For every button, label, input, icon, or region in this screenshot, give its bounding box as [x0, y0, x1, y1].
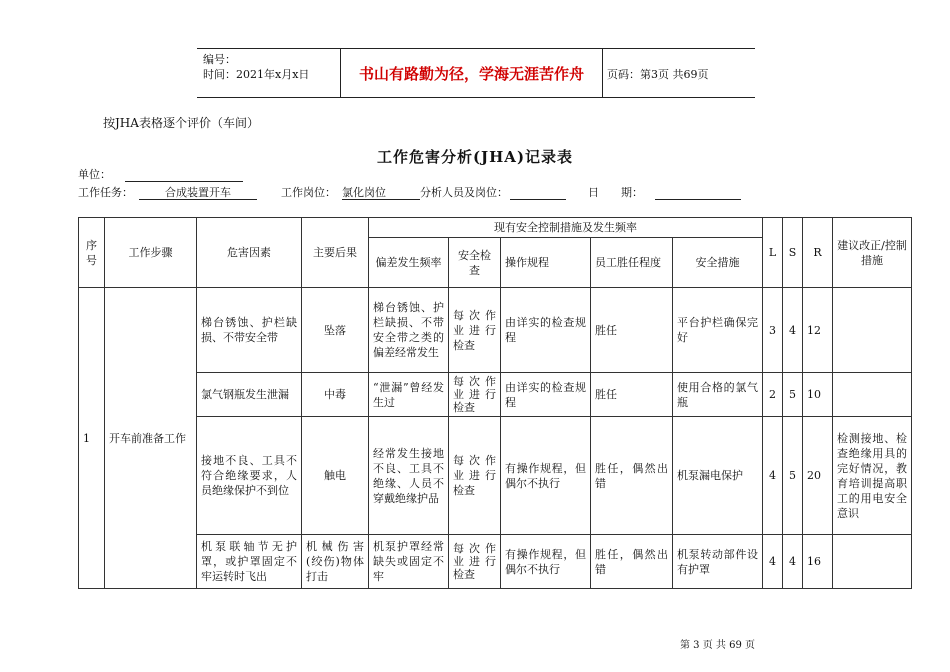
- header-procedure: 操作规程: [501, 238, 591, 288]
- deviation-cell: “泄漏”曾经发生过: [369, 373, 449, 417]
- suggestion-cell: [833, 288, 912, 373]
- step-cell: 开车前准备工作: [105, 288, 197, 589]
- unit-blank: [125, 168, 243, 182]
- table-row: [79, 288, 912, 373]
- header-r: R: [803, 218, 833, 288]
- time-label: 时间：2021年x月x日: [203, 68, 310, 81]
- header-step: 工作步骤: [105, 218, 197, 288]
- deviation-cell: 经常发生接地不良、工具不绝缘、人员不穿戴绝缘护品: [369, 417, 449, 535]
- post-value: 氯化岗位: [342, 186, 420, 200]
- table-row: [79, 535, 912, 589]
- header-seq: 序号: [79, 218, 105, 288]
- s-cell: 5: [783, 417, 803, 535]
- measures-cell: 机泵转动部件设有护罩: [673, 535, 763, 589]
- r-cell: 20: [803, 417, 833, 535]
- header-suggestion: 建议改正/控制措施: [833, 218, 912, 288]
- consequence-cell: 机械伤害(绞伤)物体打击: [302, 535, 369, 589]
- procedure-cell: 有操作规程，但偶尔不执行: [501, 535, 591, 589]
- table-row: [79, 373, 912, 417]
- suggestion-cell: [833, 535, 912, 589]
- header-measures: 安全措施: [673, 238, 763, 288]
- competence-cell: 胜任，偶然出错: [591, 417, 673, 535]
- task-value: 合成装置开车: [139, 186, 257, 200]
- deviation-cell: 梯台锈蚀、护栏缺损、不带安全带之类的偏差经常发生: [369, 288, 449, 373]
- measures-cell: 平台护栏确保完好: [673, 288, 763, 373]
- consequence-cell: 坠落: [302, 288, 369, 373]
- consequence-cell: 中毒: [302, 373, 369, 417]
- doc-number-label: 编号：: [203, 53, 236, 66]
- analyst-blank: [510, 186, 566, 200]
- l-cell: 2: [763, 373, 783, 417]
- competence-cell: 胜任，偶然出错: [591, 535, 673, 589]
- s-cell: 4: [783, 288, 803, 373]
- hazard-cell: 梯台锈蚀、护栏缺损、不带安全带: [197, 288, 302, 373]
- l-cell: 4: [763, 535, 783, 589]
- task-label: 工作任务：: [78, 186, 133, 199]
- l-cell: 4: [763, 417, 783, 535]
- inspection-cell: 每次作业进行检查: [449, 417, 501, 535]
- task-line: [78, 184, 741, 200]
- header-row-1: [79, 218, 912, 238]
- post-label: 工作岗位：: [281, 186, 336, 199]
- header-l: L: [763, 218, 783, 288]
- hazard-cell: 氯气钢瓶发生泄漏: [197, 373, 302, 417]
- s-cell: 5: [783, 373, 803, 417]
- procedure-cell: 有操作规程，但偶尔不执行: [501, 417, 591, 535]
- header-left: [203, 52, 338, 82]
- measures-cell: 使用合格的氯气瓶: [673, 373, 763, 417]
- inspection-cell: 每次作业进行检查: [449, 288, 501, 373]
- s-cell: 4: [783, 535, 803, 589]
- jha-table: [78, 217, 912, 589]
- procedure-cell: 由详实的检查规程: [501, 288, 591, 373]
- page-info: 页码：第3页 共69页: [607, 68, 709, 81]
- r-cell: 12: [803, 288, 833, 373]
- unit-label: 单位：: [78, 168, 111, 181]
- competence-cell: 胜任: [591, 288, 673, 373]
- r-cell: 16: [803, 535, 833, 589]
- header-controls-group: 现有安全控制措施及发生频率: [369, 218, 763, 238]
- hazard-cell: 机泵联轴节无护罩，或护罩固定不牢运转时飞出: [197, 535, 302, 589]
- header-consequence: 主要后果: [302, 218, 369, 288]
- suggestion-cell: 检测接地、检查绝缘用具的完好情况，教育培训提高职工的用电安全意识: [833, 417, 912, 535]
- competence-cell: 胜任: [591, 373, 673, 417]
- header-inspection: 安全检查: [449, 238, 501, 288]
- header-deviation: 偏差发生频率: [369, 238, 449, 288]
- header-hazard: 危害因素: [197, 218, 302, 288]
- l-cell: 3: [763, 288, 783, 373]
- table-row: [79, 417, 912, 535]
- measures-cell: 机泵漏电保护: [673, 417, 763, 535]
- intro-text: 按JHA表格逐个评价（车间）: [103, 116, 259, 130]
- inspection-cell: 每次作业进行检查: [449, 535, 501, 589]
- seq-cell: 1: [79, 288, 105, 589]
- date-blank: [655, 186, 741, 200]
- consequence-cell: 触电: [302, 417, 369, 535]
- suggestion-cell: [833, 373, 912, 417]
- inspection-cell: 每次作业进行检查: [449, 373, 501, 417]
- page-footer: 第 3 页 共 69 页: [680, 640, 755, 651]
- motto: 书山有路勤为径，学海无涯苦作舟: [340, 49, 603, 97]
- page-title: 工作危害分析(JHA)记录表: [376, 148, 574, 166]
- r-cell: 10: [803, 373, 833, 417]
- document-header: [197, 48, 755, 98]
- hazard-cell: 接地不良、工具不符合绝缘要求，人员绝缘保护不到位: [197, 417, 302, 535]
- header-competence: 员工胜任程度: [591, 238, 673, 288]
- date-label: 日 期：: [588, 186, 643, 199]
- procedure-cell: 由详实的检查规程: [501, 373, 591, 417]
- analyst-label: 分析人员及岗位：: [420, 186, 508, 199]
- header-s: S: [783, 218, 803, 288]
- unit-line: [78, 166, 243, 182]
- deviation-cell: 机泵护罩经常缺失或固定不牢: [369, 535, 449, 589]
